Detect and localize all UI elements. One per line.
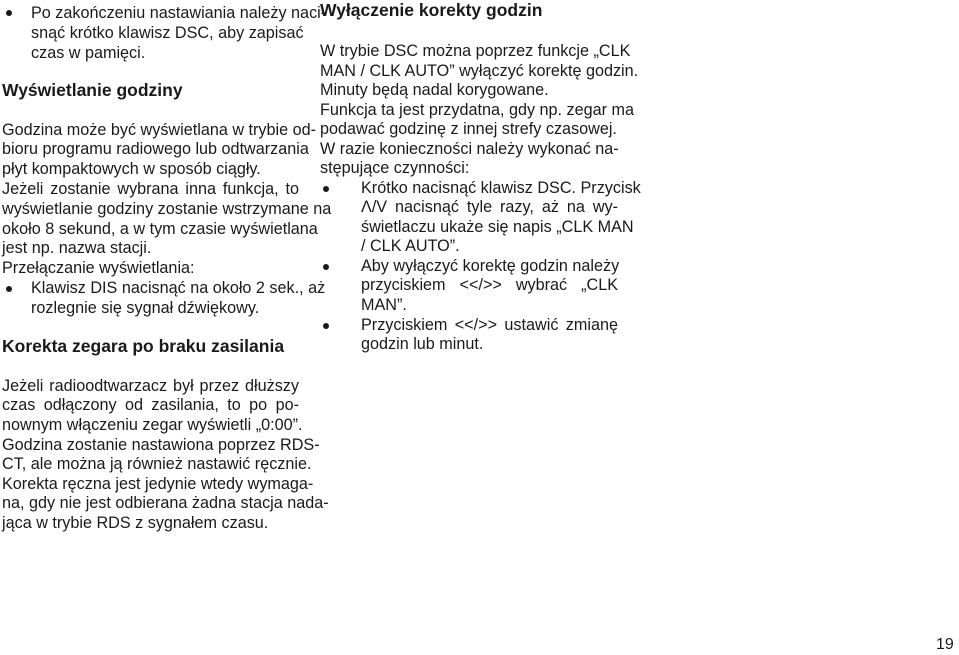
text-line: Λ/V nacisnąć tyle razy, aż na wy- [361, 198, 618, 216]
bullet-marker [323, 264, 329, 270]
bullet-marker [323, 186, 329, 192]
text-line: MAN / CLK AUTO” wyłączyć korektę godzin. [320, 62, 639, 80]
text-line: czas w pamięci. [31, 44, 146, 62]
page-number: 19 [936, 636, 954, 653]
bullet-marker [323, 323, 329, 329]
text-line: snąć krótko klawisz DSC, aby zapisać [31, 24, 304, 42]
text-line: Przyciskiem <</>> ustawić zmianę [361, 316, 618, 334]
text-line: Godzina może być wyświetlana w trybie od- [2, 121, 316, 139]
text-line: Funkcja ta jest przydatna, gdy np. zegar ma [320, 101, 635, 119]
text-line: CT, ale można ją również nastawić ręcznie. [2, 455, 312, 473]
text-line: płyt kompaktowych w sposób ciągły. [2, 160, 261, 178]
text-line: Aby wyłączyć korektę godzin należy [361, 257, 620, 275]
text-line: świetlaczu ukaże się napis „CLK MAN [361, 218, 634, 236]
bullet-marker [6, 286, 12, 292]
text-line: Krótko nacisnąć klawisz DSC. Przycisk [361, 179, 641, 197]
text-line: W trybie DSC można poprzez funkcje „CLK [320, 42, 631, 60]
text-line: podawać godzinę z innej strefy czasowej. [320, 120, 617, 138]
text-line: czas odłączony od zasilania, to po po- [2, 396, 299, 414]
text-line: rozlegnie się sygnał dźwiękowy. [31, 299, 260, 317]
text-line: Godzina zostanie nastawiona poprzez RDS- [2, 436, 320, 454]
text-line: jest np. nazwa stacji. [2, 239, 152, 257]
section-heading-disable-correction: Wyłączenie korekty godzin [320, 0, 543, 20]
bullet-marker [6, 10, 12, 16]
section-heading-time-display: Wyświetlanie godziny [2, 80, 183, 100]
text-line: bioru programu radiowego lub odtwarzania [2, 140, 309, 158]
text-line: jąca w trybie RDS z sygnałem czasu. [2, 514, 269, 532]
text-line: Minuty będą nadal korygowane. [320, 81, 549, 99]
text-line: Klawisz DIS nacisnąć na około 2 sek., aż [31, 279, 326, 297]
section-heading-power-loss: Korekta zegara po braku zasilania [2, 336, 285, 356]
text-line: Jeżeli zostanie wybrana inna funkcja, to [2, 180, 299, 198]
text-line: W razie konieczności należy wykonać na- [320, 140, 619, 158]
text-line: stępujące czynności: [320, 159, 470, 177]
text-line: wyświetlanie godziny zostanie wstrzymane na [2, 200, 332, 218]
text-line: nownym włączeniu zegar wyświetli „0:00”. [2, 416, 303, 434]
text-line: / CLK AUTO”. [361, 237, 460, 255]
text-line: godzin lub minut. [361, 335, 484, 353]
text-line: MAN”. [361, 296, 407, 314]
text-line: około 8 sekund, a w tym czasie wyświetlana [2, 220, 318, 238]
text-line: Korekta ręczna jest jedynie wtedy wymaga- [2, 475, 314, 493]
text-line: Jeżeli radioodtwarzacz był przez dłuższy [2, 377, 299, 395]
text-line: przyciskiem <</>> wybrać „CLK [361, 276, 618, 294]
text-line: Po zakończeniu nastawiania należy naci- [31, 4, 327, 22]
text-line: Przełączanie wyświetlania: [2, 259, 195, 277]
text-line: na, gdy nie jest odbierana żadna stacja nada- [2, 494, 329, 512]
